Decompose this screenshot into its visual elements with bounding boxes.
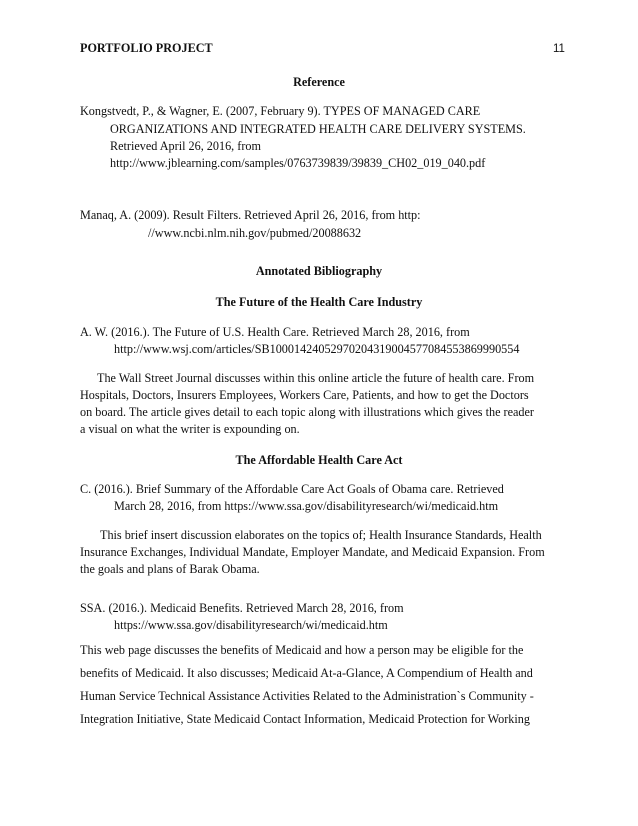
reference-heading: Reference xyxy=(293,75,345,89)
citation-link[interactable]: https://www.ssa.gov/disabilityresearch/wi/medicaid.htm xyxy=(114,618,388,632)
reference-entry-line: Retrieved April 26, 2016, from xyxy=(110,139,261,153)
annotation-line: Integration Initiative, State Medicaid Contact Information, Medicaid Protection for Working xyxy=(80,712,530,726)
annotation-line: Human Service Technical Assistance Activities Related to the Administration`s Community - xyxy=(80,689,534,703)
running-head: PORTFOLIO PROJECT xyxy=(80,41,213,55)
citation-line: March 28, 2016, from https://www.ssa.gov/disabilityresearch/wi/medicaid.htm xyxy=(114,499,499,513)
section-title: The Future of the Health Care Industry xyxy=(215,295,423,309)
page-number: 11 xyxy=(553,43,565,55)
annotated-bibliography-heading: Annotated Bibliography xyxy=(255,264,383,278)
annotation-line: This web page discusses the benefits of Medicaid and how a person may be eligible for the xyxy=(80,643,524,657)
annotation-line: This brief insert discussion elaborates on the topics of; Health Insurance Standards, Health xyxy=(100,528,542,542)
annotation-line: Insurance Exchanges, Individual Mandate, Employer Mandate, and Medicaid Expansion. From xyxy=(80,545,545,559)
reference-entry-line: ORGANIZATIONS AND INTEGRATED HEALTH CARE DELIVERY SYSTEMS. xyxy=(110,122,526,136)
annotation-line: Hospitals, Doctors, Insurers Employees, Workers Care, Patients, and how to get the Doctors xyxy=(80,388,529,402)
annotation-line: the goals and plans of Barak Obama. xyxy=(80,562,260,576)
reference-entry-link[interactable]: //www.ncbi.nlm.nih.gov/pubmed/20088632 xyxy=(148,226,362,240)
reference-entry-line: Manaq, A. (2009). Result Filters. Retrieved April 26, 2016, from http: xyxy=(80,208,421,222)
reference-entry-line: Kongstvedt, P., & Wagner, E. (2007, February 9). TYPES OF MANAGED CARE xyxy=(80,104,481,118)
annotation-line: The Wall Street Journal discusses within this online article the future of health care. From xyxy=(97,371,535,385)
citation-line: A. W. (2016.). The Future of U.S. Health Care. Retrieved March 28, 2016, from xyxy=(80,325,470,339)
citation-line: SSA. (2016.). Medicaid Benefits. Retrieved March 28, 2016, from xyxy=(80,601,404,615)
annotation-line: benefits of Medicaid. It also discusses; Medicaid At-a-Glance, A Compendium of Health and xyxy=(80,666,533,680)
annotation-line: on board. The article gives detail to each topic along with illustrations which gives the reader xyxy=(80,405,534,419)
section-title: The Affordable Health Care Act xyxy=(235,453,403,467)
annotation-line: a visual on what the writer is expounding on. xyxy=(80,422,300,436)
citation-link[interactable]: http://www.wsj.com/articles/SB10001424052970204319004577084553869990554 xyxy=(114,342,520,356)
citation-line: C. (2016.). Brief Summary of the Affordable Care Act Goals of Obama care. Retrieved xyxy=(80,482,504,496)
reference-entry-link[interactable]: http://www.jblearning.com/samples/0763739839/39839_CH02_019_040.pdf xyxy=(110,156,486,170)
